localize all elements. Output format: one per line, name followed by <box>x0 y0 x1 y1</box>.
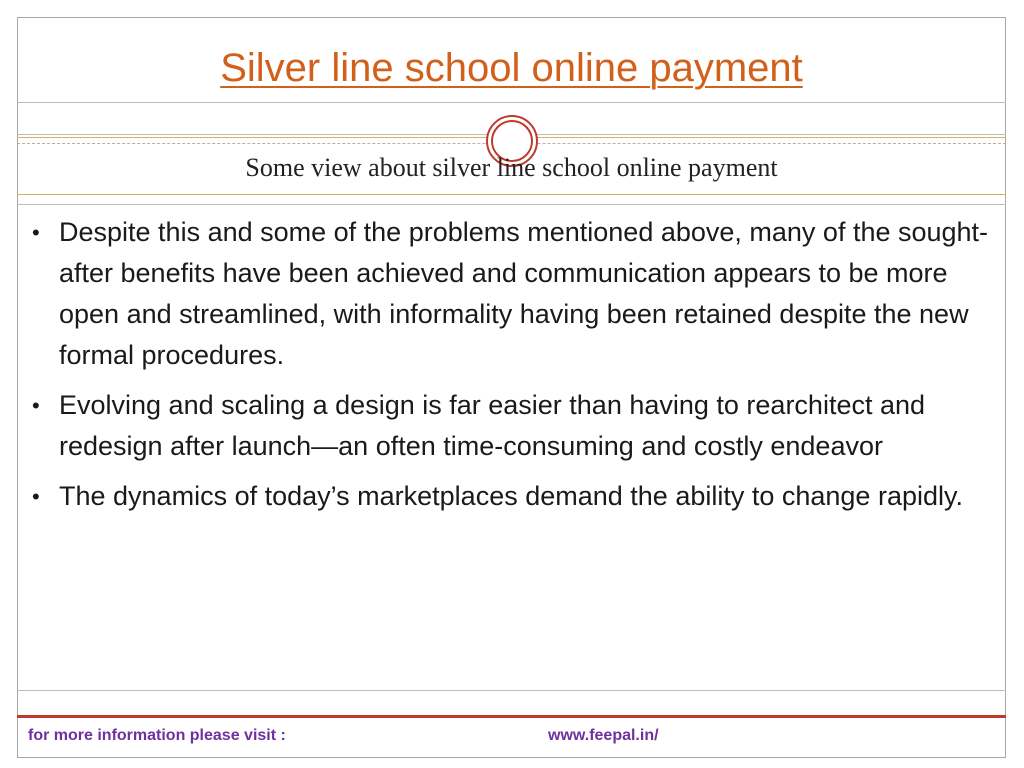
footer-url-link[interactable]: www.feepal.in/ <box>548 727 659 744</box>
bullet-text: Evolving and scaling a design is far easier than having to rearchitect and redesign after launch—an often time-consuming and costly endeavor <box>59 390 926 461</box>
bullet-text: Despite this and some of the problems mentioned above, many of the sought-after benefits have been achieved and communication appears to be more open and streamlined, with informality having been retained despite the new formal procedures. <box>59 217 989 370</box>
bullet-item <box>30 385 1000 467</box>
bullet-text: The dynamics of today’s marketplaces demand the ability to change rapidly. <box>59 481 963 511</box>
content-top-divider <box>17 204 1006 205</box>
bullet-item <box>30 212 1000 376</box>
bullet-item <box>30 476 1000 517</box>
bullet-dot-icon: • <box>32 393 40 418</box>
content-bottom-divider <box>17 690 1006 691</box>
bullet-dot-icon: • <box>32 484 40 509</box>
slide-subtitle: Some view about silver line school online payment <box>245 153 778 182</box>
bullet-dot-icon: • <box>32 220 40 245</box>
slide-title: Silver line school online payment <box>220 46 803 90</box>
title-divider <box>17 102 1006 103</box>
footer-bar <box>17 715 1006 718</box>
footer-info-text: for more information please visit : <box>28 727 286 744</box>
bullet-list <box>30 212 1000 526</box>
